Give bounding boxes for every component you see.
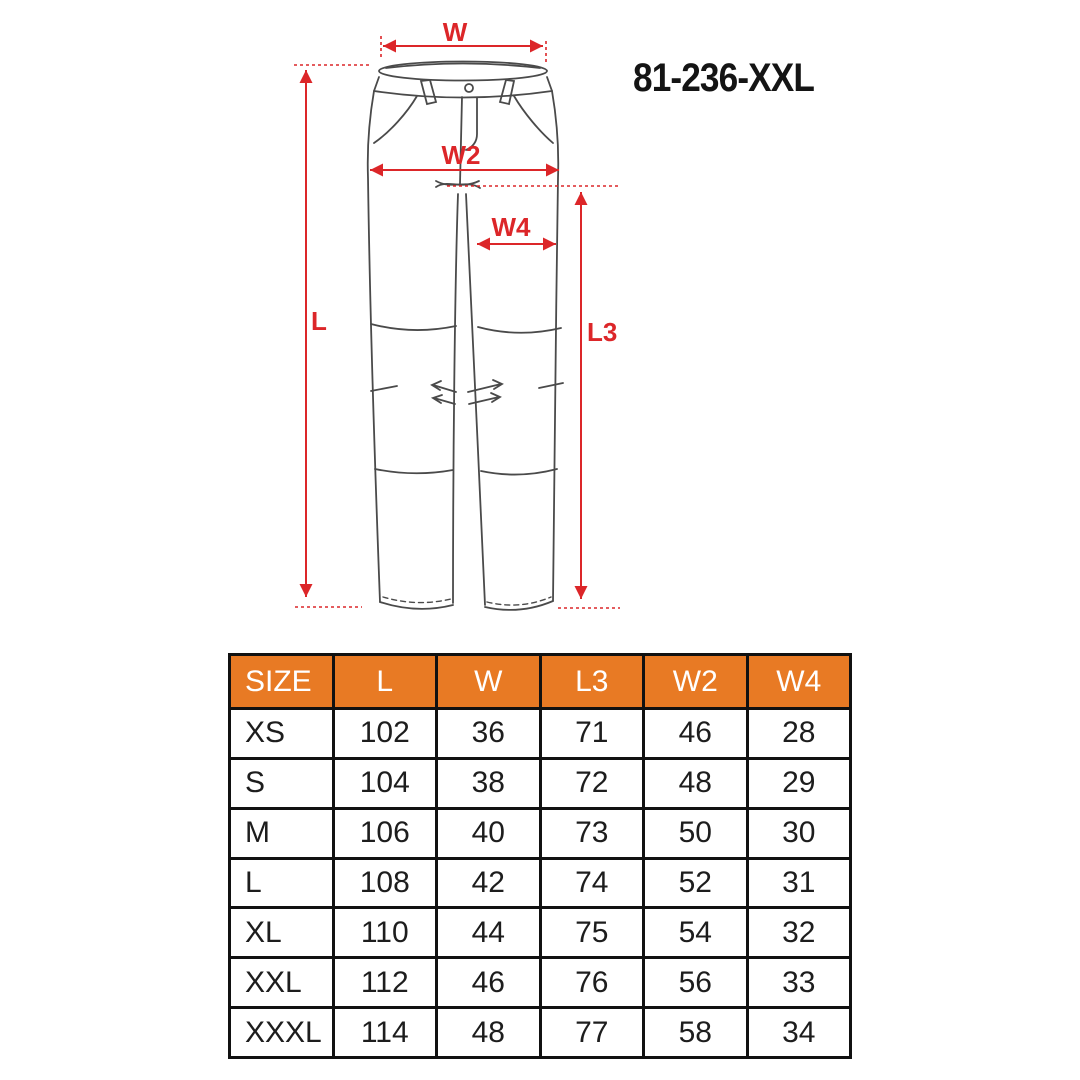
table-cell: 104 [333,758,437,808]
waist-button [465,84,473,92]
table-cell: 75 [540,908,644,958]
pocket-right [514,96,553,143]
table-cell: 73 [540,808,644,858]
belt-loop-right [500,80,514,104]
pocket-left [374,96,417,143]
table-cell: 38 [437,758,541,808]
table-row-xxl [230,958,851,1008]
size-label: XL [230,908,334,958]
table-cell: 34 [747,1008,851,1058]
knee-arrow-left-upper [432,381,456,392]
table-cell: 102 [333,709,437,759]
belt-loop-left [421,80,436,104]
inner-seam-left [453,194,458,603]
table-cell: 112 [333,958,437,1008]
table-cell: 54 [644,908,748,958]
size-table-header-row [230,655,851,709]
table-cell: 46 [437,958,541,1008]
size-label: XXL [230,958,334,1008]
header-cell-w4: W4 [747,655,851,709]
hem-stitch-left [383,597,451,603]
table-cell: 108 [333,858,437,908]
table-cell: 50 [644,808,748,858]
size-label: S [230,758,334,808]
table-cell: 44 [437,908,541,958]
table-cell: 48 [437,1008,541,1058]
table-cell: 106 [333,808,437,858]
table-cell: 28 [747,709,851,759]
knee-arrow-left-lower [433,395,455,404]
table-cell: 74 [540,858,644,908]
hem-stitch-right [487,597,551,605]
table-cell: 110 [333,908,437,958]
dimension-lines [294,36,621,608]
table-cell: 42 [437,858,541,908]
knee-arrow-right-lower [469,393,500,404]
size-table [228,653,852,1059]
table-cell: 36 [437,709,541,759]
dim-label-w2: W2 [441,140,481,170]
size-label: XS [230,709,334,759]
knee-seam-lower-right [481,469,557,475]
table-row-xs [230,709,851,759]
size-label: XXXL [230,1008,334,1058]
table-row-m [230,808,851,858]
table-cell: 52 [644,858,748,908]
knee-tick-left [371,386,397,391]
crotch-seam-b [436,181,480,188]
waistband-left-edge [374,77,379,91]
outer-seam-left [368,91,380,602]
hem-left [380,602,453,609]
table-cell: 30 [747,808,851,858]
dim-label-w: W [442,17,468,47]
header-cell-l: L [333,655,437,709]
table-cell: 56 [644,958,748,1008]
table-row-s [230,758,851,808]
table-cell: 76 [540,958,644,1008]
size-label: L [230,858,334,908]
inner-seam-right [466,194,485,605]
knee-arrow-right-upper [468,380,502,392]
product-code: 81-236-XXL [633,56,815,100]
table-row-xl [230,908,851,958]
header-cell-size: SIZE [230,655,334,709]
dim-label-w4: W4 [491,212,531,242]
dim-label-l3: L3 [587,317,618,347]
knee-seam-upper-left [371,324,456,330]
size-table-container [228,653,852,1059]
table-row-xxxl [230,1008,851,1058]
table-cell: 31 [747,858,851,908]
knee-tick-right [539,383,563,388]
table-row-l [230,858,851,908]
table-cell: 72 [540,758,644,808]
header-cell-w: W [437,655,541,709]
dim-label-l: L [311,306,327,336]
table-cell: 71 [540,709,644,759]
table-cell: 40 [437,808,541,858]
table-cell: 33 [747,958,851,1008]
table-cell: 58 [644,1008,748,1058]
table-cell: 77 [540,1008,644,1058]
table-cell: 29 [747,758,851,808]
knee-seam-lower-left [375,469,453,473]
size-label: M [230,808,334,858]
knee-seam-upper-right [478,327,561,333]
waistband-bottom [374,91,552,98]
outer-seam-right [552,91,558,601]
header-cell-w2: W2 [644,655,748,709]
table-cell: 48 [644,758,748,808]
header-cell-l3: L3 [540,655,644,709]
table-cell: 46 [644,709,748,759]
table-cell: 114 [333,1008,437,1058]
waistband-right-edge [547,77,552,91]
table-cell: 32 [747,908,851,958]
